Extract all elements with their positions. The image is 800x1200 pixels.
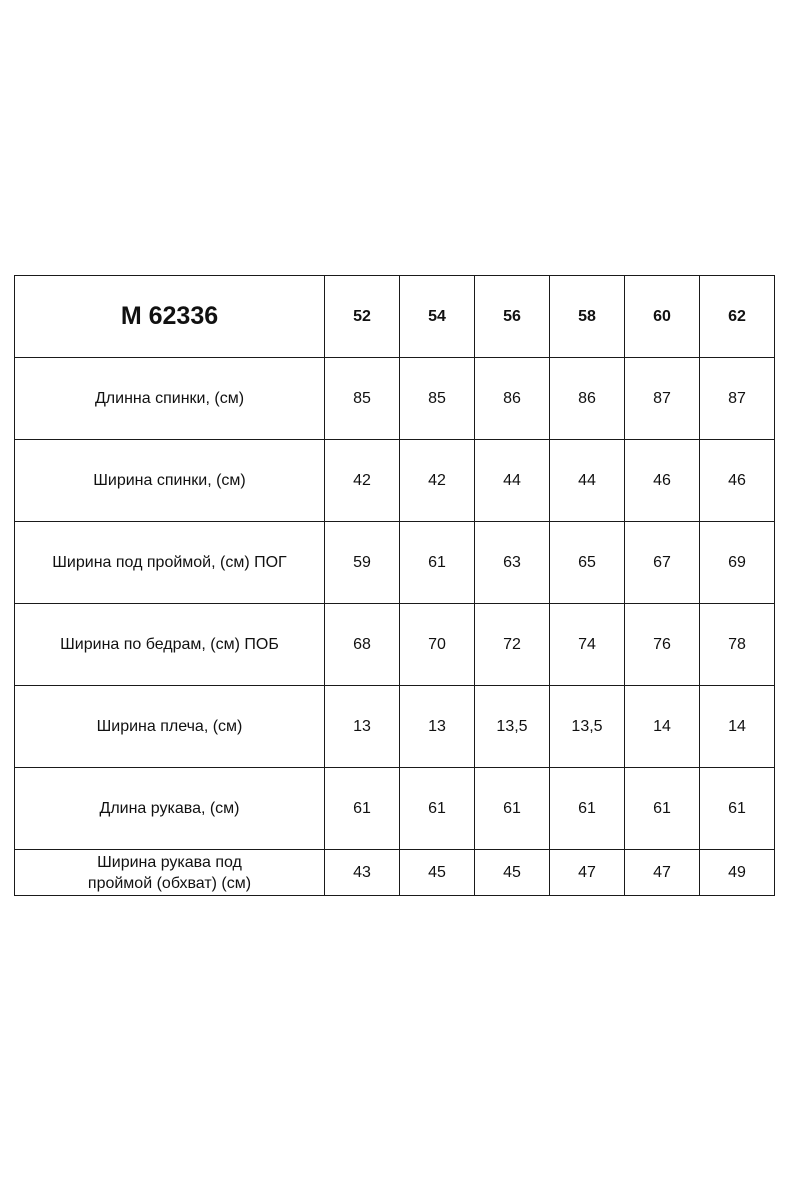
table-cell: 86 [475, 358, 550, 440]
table-row [15, 440, 775, 522]
table-cell: 13,5 [550, 686, 625, 768]
table-cell: 49 [700, 850, 775, 896]
row-label [15, 850, 325, 896]
size-header: 62 [700, 276, 775, 358]
table-cell: 44 [550, 440, 625, 522]
table-cell: 61 [400, 768, 475, 850]
table-row [15, 522, 775, 604]
table-cell: 43 [325, 850, 400, 896]
size-header: 54 [400, 276, 475, 358]
table-cell: 76 [625, 604, 700, 686]
table-cell: 42 [400, 440, 475, 522]
size-header: 52 [325, 276, 400, 358]
table-cell: 47 [625, 850, 700, 896]
table-cell: 13 [400, 686, 475, 768]
model-number: М 62336 [15, 276, 325, 358]
size-header: 56 [475, 276, 550, 358]
table-cell: 65 [550, 522, 625, 604]
table-cell: 61 [700, 768, 775, 850]
table-row [15, 686, 775, 768]
row-label: Ширина под проймой, (см) ПОГ [15, 522, 325, 604]
row-label: Длина рукава, (см) [15, 768, 325, 850]
table-row [15, 604, 775, 686]
table-cell: 63 [475, 522, 550, 604]
table-cell: 14 [625, 686, 700, 768]
table-cell: 59 [325, 522, 400, 604]
table-cell: 47 [550, 850, 625, 896]
table-cell: 14 [700, 686, 775, 768]
table-row [15, 768, 775, 850]
table-cell: 74 [550, 604, 625, 686]
size-chart-table [14, 275, 775, 896]
table-cell: 13,5 [475, 686, 550, 768]
row-label-line: проймой (обхват) (см) [87, 874, 252, 892]
table-cell: 61 [475, 768, 550, 850]
table-cell: 46 [625, 440, 700, 522]
table-cell: 72 [475, 604, 550, 686]
table-row [15, 850, 775, 896]
table-cell: 42 [325, 440, 400, 522]
table-cell: 45 [400, 850, 475, 896]
table-cell: 86 [550, 358, 625, 440]
table-cell: 68 [325, 604, 400, 686]
row-label: Ширина по бедрам, (см) ПОБ [15, 604, 325, 686]
header-row [15, 276, 775, 358]
table-cell: 61 [400, 522, 475, 604]
row-label: Ширина плеча, (см) [15, 686, 325, 768]
table-cell: 46 [700, 440, 775, 522]
table-cell: 44 [475, 440, 550, 522]
table-cell: 61 [625, 768, 700, 850]
table-cell: 13 [325, 686, 400, 768]
table-cell: 67 [625, 522, 700, 604]
row-label: Ширина спинки, (см) [15, 440, 325, 522]
table-cell: 45 [475, 850, 550, 896]
table-cell: 61 [325, 768, 400, 850]
table-cell: 69 [700, 522, 775, 604]
table-cell: 70 [400, 604, 475, 686]
table-cell: 61 [550, 768, 625, 850]
table-cell: 87 [625, 358, 700, 440]
row-label: Длинна спинки, (см) [15, 358, 325, 440]
table-cell: 87 [700, 358, 775, 440]
table-cell: 85 [400, 358, 475, 440]
table-row [15, 358, 775, 440]
table-cell: 78 [700, 604, 775, 686]
size-header: 58 [550, 276, 625, 358]
row-label-line: Ширина рукава под [97, 853, 242, 871]
size-header: 60 [625, 276, 700, 358]
table-cell: 85 [325, 358, 400, 440]
